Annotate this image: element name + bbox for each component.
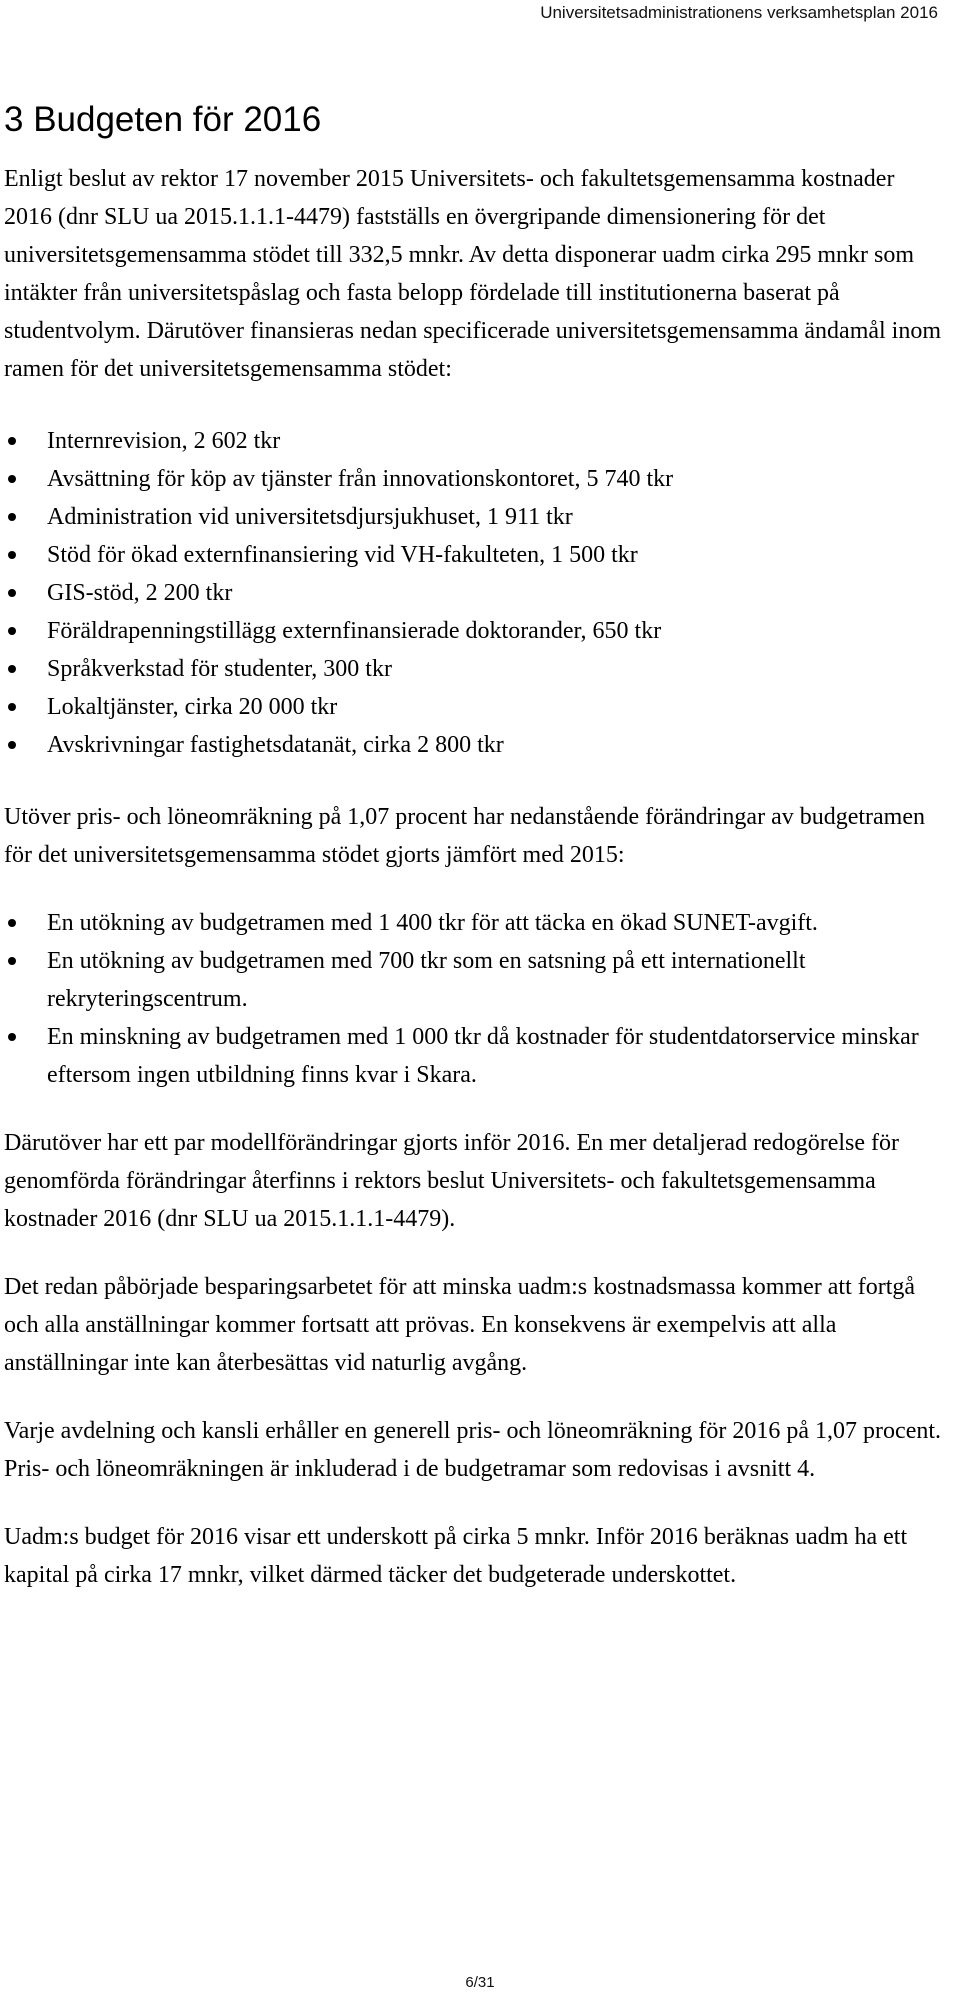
bullet-icon (8, 703, 16, 711)
spacer (4, 1488, 946, 1518)
bullet-icon (8, 513, 16, 521)
section-heading: 3 Budgeten för 2016 (4, 100, 322, 139)
list-item-text: En utökning av budgetramen med 1 400 tkr för att täcka en ökad SUNET-avgift. (47, 910, 818, 936)
list-item-text: Internrevision, 2 602 tkr (47, 428, 281, 454)
list-item (4, 1018, 946, 1094)
savings-paragraph: Det redan påbörjade besparingsarbetet för att minska uadm:s kostnadsmassa kommer att fortgå och alla anställningar kommer fortsatt att prövas. En konsekvens är exempelvis att alla anställningar inte kan återbesättas vid naturlig avgång. (4, 1274, 916, 1376)
spacer (4, 874, 946, 904)
indexation-paragraph: Varje avdelning och kansli erhåller en generell pris- och löneomräkning för 2016 på 1,07 procent. Pris- och löneomräkningen är inkluderad i de budgetramar som redovisas i avsnitt 4. (4, 1418, 942, 1482)
list-item-text: GIS-stöd, 2 200 tkr (47, 580, 233, 606)
list-item (4, 574, 946, 612)
bullet-icon (8, 589, 16, 597)
list-item-text: En minskning av budgetramen med 1 000 tkr då kostnader för studentdatorservice minskar eftersom ingen utbildning finns kvar i Skara. (47, 1024, 919, 1088)
spacer (4, 1382, 946, 1412)
page-footer (0, 1973, 960, 1993)
spacer (4, 764, 946, 798)
list-item-text: Avskrivningar fastighetsdatanät, cirka 2 800 tkr (47, 732, 504, 758)
running-header-title: Universitetsadministrationens verksamhetsplan 2016 (540, 3, 938, 22)
bullet-icon (8, 665, 16, 673)
model-changes-paragraph: Därutöver har ett par modellförändringar gjorts inför 2016. En mer detaljerad redogörelse för genomförda förändringar återfinns i rektors beslut Universitets- och fakultetsgemensamma kostnader 2016 (dnr SLU ua 2015.1.1.1-4479). (4, 1130, 899, 1232)
deficit-paragraph: Uadm:s budget för 2016 visar ett underskott på cirka 5 mnkr. Inför 2016 beräknas uadm ha ett kapital på cirka 17 mnkr, vilket därmed täcker det budgeterade underskottet. (4, 1524, 908, 1588)
list-item (4, 460, 946, 498)
bullet-icon (8, 475, 16, 483)
changes-intro-paragraph: Utöver pris- och löneomräkning på 1,07 procent har nedanstående förändringar av budgetramen för det universitetsgemensamma stödet gjorts jämfört med 2015: (4, 804, 925, 868)
list-item (4, 688, 946, 726)
bullet-icon (8, 919, 16, 927)
list-item (4, 498, 946, 536)
bullet-icon (8, 1033, 16, 1041)
list-item (4, 612, 946, 650)
running-header (0, 0, 960, 30)
list-item (4, 904, 946, 942)
bullet-icon (8, 741, 16, 749)
list-item-text: Stöd för ökad externfinansiering vid VH-fakulteten, 1 500 tkr (47, 542, 638, 568)
list-item-text: Språkverkstad för studenter, 300 tkr (47, 656, 392, 682)
bullet-icon (8, 551, 16, 559)
page-content (0, 98, 960, 1594)
spacer (4, 388, 946, 422)
list-item (4, 536, 946, 574)
intro-paragraph: Enligt beslut av rektor 17 november 2015 Universitets- och fakultetsgemensamma kostnader 2016 (dnr SLU ua 2015.1.1.1-4479) fastställs en övergripande dimensionering för det universitetsgemensamma stödet till 332,5 mnkr. Av detta disponerar uadm cirka 295 mnkr som intäkter från universitetspåslag och fasta belopp fördelade till institutionerna baserat på studentvolym. Därutöver finansieras nedan specificerade universitetsgemensamma ändamål inom ramen för det universitetsgemensamma stödet: (4, 166, 942, 382)
list-item (4, 422, 946, 460)
list-item (4, 650, 946, 688)
bullet-icon (8, 437, 16, 445)
list-item (4, 942, 946, 1018)
spacer (4, 1238, 946, 1268)
list-item-text: En utökning av budgetramen med 700 tkr som en satsning på ett internationellt rekryteringscentrum. (47, 948, 806, 1012)
list-item-text: Administration vid universitetsdjursjukhuset, 1 911 tkr (47, 504, 573, 530)
bullet-icon (8, 627, 16, 635)
page-number: 6/31 (465, 1974, 495, 1991)
spacer (4, 1094, 946, 1124)
bullet-icon (8, 957, 16, 965)
list-item (4, 726, 946, 764)
changes-list (4, 904, 946, 1094)
list-item-text: Föräldrapenningstillägg externfinansierade doktorander, 650 tkr (47, 618, 662, 644)
purposes-list (4, 422, 946, 764)
list-item-text: Avsättning för köp av tjänster från innovationskontoret, 5 740 tkr (47, 466, 674, 492)
list-item-text: Lokaltjänster, cirka 20 000 tkr (47, 694, 338, 720)
